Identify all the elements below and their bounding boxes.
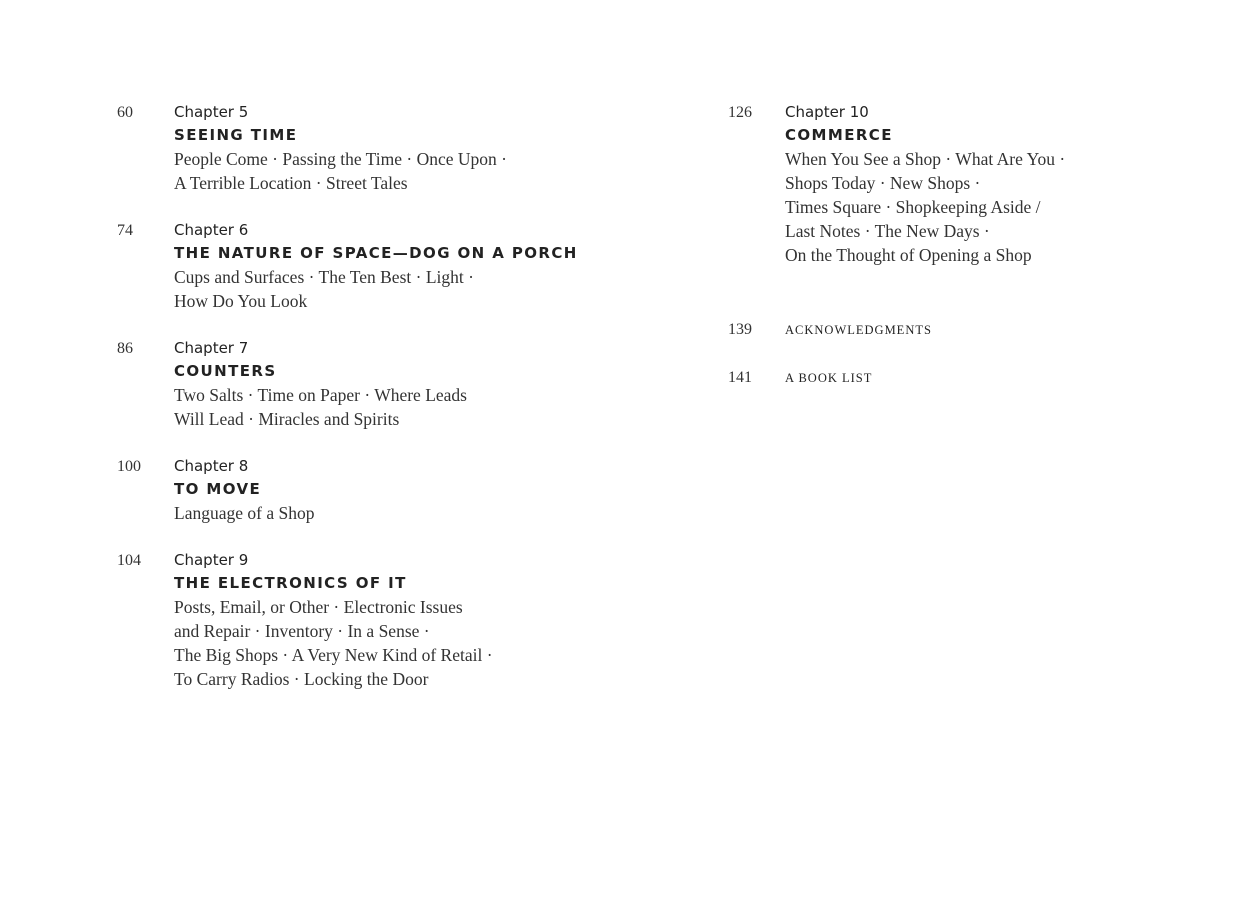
section-list xyxy=(174,147,677,195)
page-number: 100 xyxy=(117,458,141,475)
page-number: 86 xyxy=(117,340,133,357)
back-matter-title: A BOOK LIST xyxy=(785,371,873,385)
chapter-number: Chapter 8 xyxy=(174,457,249,475)
chapter-number: Chapter 5 xyxy=(174,103,249,121)
page-number: 60 xyxy=(117,104,133,121)
page-number: 104 xyxy=(117,552,141,569)
toc-entry-chapter-7[interactable] xyxy=(117,336,677,431)
section-line: To Carry Radios · Locking the Door xyxy=(174,669,429,689)
section-list xyxy=(174,383,677,431)
section-list xyxy=(174,595,677,691)
section-line: A Terrible Location · Street Tales xyxy=(174,173,408,193)
page-number: 74 xyxy=(117,222,133,239)
section-line: Will Lead · Miracles and Spirits xyxy=(174,409,400,429)
section-line: and Repair · Inventory · In a Sense · xyxy=(174,621,430,641)
toc-entry-book-list[interactable] xyxy=(728,365,1208,390)
toc-entry-chapter-10[interactable] xyxy=(728,100,1208,267)
chapter-number: Chapter 9 xyxy=(174,551,249,569)
section-line: Last Notes · The New Days · xyxy=(785,221,990,241)
section-line: Times Square · Shopkeeping Aside / xyxy=(785,197,1041,217)
chapter-title: COUNTERS xyxy=(174,362,277,380)
section-line: Shops Today · New Shops · xyxy=(785,173,981,193)
section-list xyxy=(785,147,1208,267)
section-line: Two Salts · Time on Paper · Where Leads xyxy=(174,385,467,405)
section-line: Posts, Email, or Other · Electronic Issues xyxy=(174,597,463,617)
toc-entry-chapter-6[interactable] xyxy=(117,218,677,313)
section-line: How Do You Look xyxy=(174,291,308,311)
page-number: 126 xyxy=(728,104,752,121)
toc-entry-chapter-5[interactable] xyxy=(117,100,677,195)
toc-entry-chapter-8[interactable] xyxy=(117,454,677,525)
back-matter-title: ACKNOWLEDGMENTS xyxy=(785,323,932,337)
chapter-title: THE ELECTRONICS OF IT xyxy=(174,574,407,592)
section-list xyxy=(174,265,677,313)
section-line: The Big Shops · A Very New Kind of Retail · xyxy=(174,645,493,665)
section-list xyxy=(174,501,677,525)
chapter-number: Chapter 7 xyxy=(174,339,249,357)
toc-right-column xyxy=(728,100,1208,413)
page-number: 139 xyxy=(728,321,752,338)
chapter-number: Chapter 6 xyxy=(174,221,249,239)
toc-entry-acknowledgments[interactable] xyxy=(728,317,1208,342)
chapter-title: TO MOVE xyxy=(174,480,262,498)
section-line: People Come · Passing the Time · Once Upon · xyxy=(174,149,507,169)
section-line: Cups and Surfaces · The Ten Best · Light · xyxy=(174,267,474,287)
chapter-title: THE NATURE OF SPACE—DOG ON A PORCH xyxy=(174,244,578,262)
chapter-number: Chapter 10 xyxy=(785,103,869,121)
section-line: When You See a Shop · What Are You · xyxy=(785,149,1066,169)
section-line: On the Thought of Opening a Shop xyxy=(785,245,1032,265)
chapter-title: COMMERCE xyxy=(785,126,893,144)
toc-left-column xyxy=(117,100,677,714)
toc-entry-chapter-9[interactable] xyxy=(117,548,677,691)
section-line: Language of a Shop xyxy=(174,503,315,523)
page-number: 141 xyxy=(728,369,752,386)
chapter-title: SEEING TIME xyxy=(174,126,298,144)
